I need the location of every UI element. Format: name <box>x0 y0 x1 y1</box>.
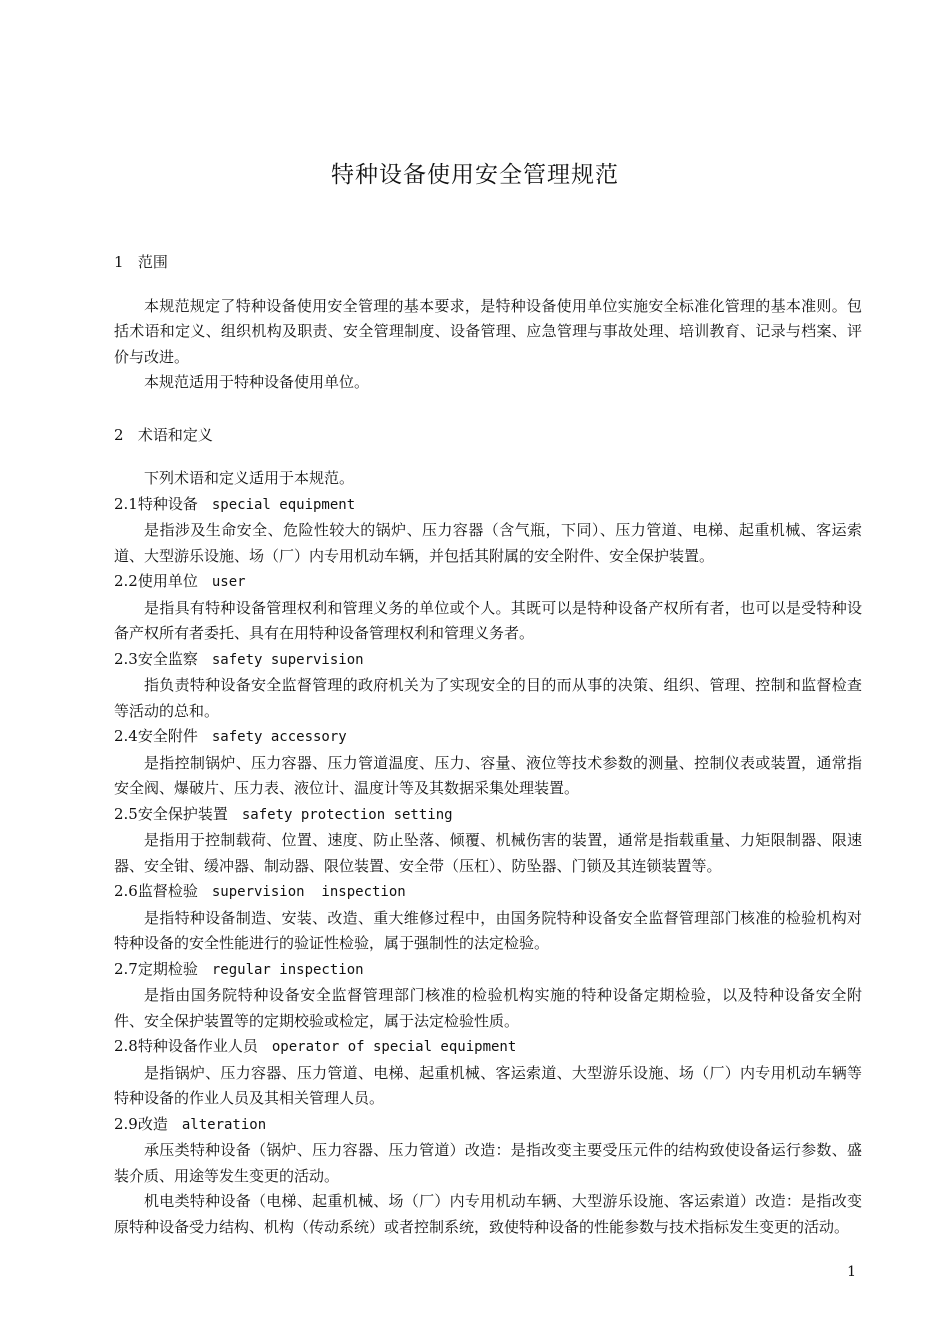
paragraph-scope-1: 本规范规定了特种设备使用安全管理的基本要求，是特种设备使用单位实施安全标准化管理的基本准则。包括术语和定义、组织机构及职责、安全管理制度、设备管理、应急管理与事故处理、培训教育、记录与档案、评价与改进。 <box>114 296 862 366</box>
section-heading-scope: 1 范围 <box>114 253 168 271</box>
term-heading <box>114 647 862 674</box>
term-english: user <box>211 574 246 590</box>
term-definition: 承压类特种设备（锅炉、压力容器、压力管道）改造：是指改变主要受压元件的结构致使设备运行参数、盛装介质、用途等发生变更的活动。 <box>114 1141 862 1185</box>
term-heading <box>114 1034 862 1061</box>
page-number: 1 <box>847 1264 856 1280</box>
term-heading <box>114 1112 862 1139</box>
section-heading-terms: 2 术语和定义 <box>114 425 213 444</box>
term-english: alteration <box>181 1116 267 1133</box>
term-label: 2.2使用单位 <box>114 572 198 590</box>
term-heading <box>114 879 862 906</box>
term-english: operator of special equipment <box>271 1039 517 1055</box>
term-heading <box>114 957 862 984</box>
term-definition: 是指锅炉、压力容器、压力管道、电梯、起重机械、客运索道、大型游乐设施、场（厂）内专用机动车辆等特种设备的作业人员及其相关管理人员。 <box>114 1063 862 1107</box>
term-label: 2.5安全保护装置 <box>114 804 228 823</box>
term-english: special equipment <box>211 496 356 513</box>
paragraph-terms-intro: 下列术语和定义适用于本规范。 <box>144 469 355 487</box>
term-definition: 机电类特种设备（电梯、起重机械、场（厂）内专用机动车辆、大型游乐设施、客运索道）改造：是指改变原特种设备受力结构、机构（传动系统）或者控制系统，致使特种设备的性能参数与技术指标发生变更的活动。 <box>114 1192 862 1236</box>
term-heading <box>114 569 862 596</box>
term-definition: 是指用于控制载荷、位置、速度、防止坠落、倾覆、机械伤害的装置，通常是指载重量、力矩限制器、限速器、安全钳、缓冲器、制动器、限位装置、安全带（压杠）、防坠器、门锁及其连锁装置等。 <box>114 831 862 875</box>
term-label: 2.8特种设备作业人员 <box>114 1037 258 1055</box>
spacer <box>114 448 862 466</box>
term-label: 2.6监督检验 <box>114 882 198 900</box>
term-english: safety supervision <box>211 651 364 668</box>
term-definition: 是指涉及生命安全、危险性较大的锅炉、压力容器（含气瓶，下同）、压力管道、电梯、起重机械、客运索道、大型游乐设施、场（厂）内专用机动车辆，并包括其附属的安全附件、安全保护装置。 <box>114 521 862 565</box>
term-definition: 是指由国务院特种设备安全监督管理部门核准的检验机构实施的特种设备定期检验，以及特种设备安全附件、安全保护装置等的定期校验或检定，属于法定检验性质。 <box>114 986 862 1030</box>
term-english: supervision inspection <box>211 884 406 900</box>
term-label: 2.9改造 <box>114 1114 168 1133</box>
term-definition: 是指控制锅炉、压力容器、压力管道温度、压力、容量、液位等技术参数的测量、控制仪表或装置，通常指安全阀、爆破片、压力表、液位计、温度计等及其数据采集处理装置。 <box>114 753 862 797</box>
term-label: 2.7定期检验 <box>114 959 198 978</box>
spacer <box>114 276 862 294</box>
term-heading <box>114 802 862 829</box>
term-english: safety protection setting <box>241 806 453 823</box>
term-heading <box>114 724 862 751</box>
term-definition: 是指特种设备制造、安装、改造、重大维修过程中，由国务院特种设备安全监督管理部门核准的检验机构对特种设备的安全性能进行的验证性检验，属于强制性的法定检验。 <box>114 908 862 952</box>
term-label: 2.4安全附件 <box>114 727 198 745</box>
page-title: 特种设备使用安全管理规范 <box>331 162 619 188</box>
term-heading <box>114 492 862 519</box>
term-label: 2.1特种设备 <box>114 494 198 513</box>
paragraph-scope-2: 本规范适用于特种设备使用单位。 <box>144 373 370 391</box>
term-english: safety accessory <box>211 729 347 745</box>
document-body <box>114 250 862 1240</box>
term-english: regular inspection <box>211 961 364 978</box>
term-definition: 指负责特种设备安全监督管理的政府机关为了实现安全的目的而从事的决策、组织、管理、控制和监督检查等活动的总和。 <box>114 676 862 720</box>
term-definition: 是指具有特种设备管理权利和管理义务的单位或个人。其既可以是特种设备产权所有者，也可以是受特种设备产权所有者委托、具有在用特种设备管理权利和管理义务者。 <box>114 598 862 642</box>
term-label: 2.3安全监察 <box>114 649 198 668</box>
